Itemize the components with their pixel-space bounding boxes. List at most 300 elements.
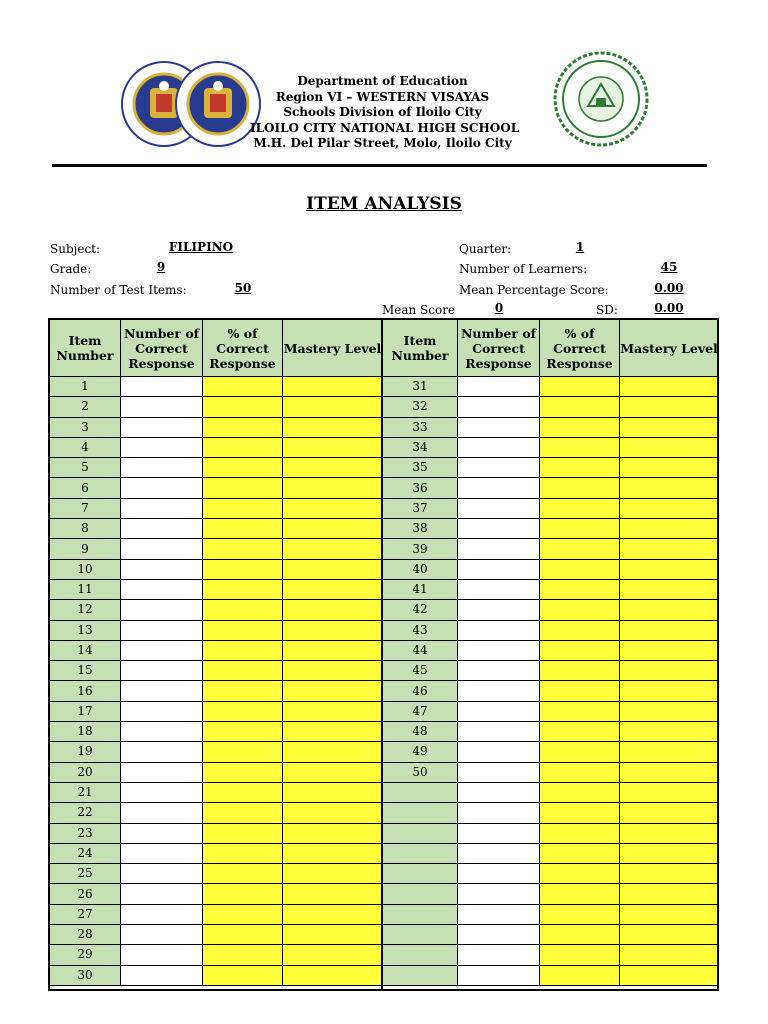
correct-response-cell[interactable] xyxy=(458,681,540,701)
percent-correct-cell[interactable] xyxy=(540,437,620,457)
percent-correct-cell[interactable] xyxy=(203,478,283,498)
mps-value: 0.00 xyxy=(654,281,684,295)
item-number-cell: 32 xyxy=(383,397,458,417)
mastery-level-cell[interactable] xyxy=(620,965,719,985)
percent-correct-cell[interactable] xyxy=(540,701,620,721)
table-row xyxy=(383,417,719,437)
percent-correct-cell[interactable] xyxy=(203,742,283,762)
table-row xyxy=(383,377,719,397)
table-row xyxy=(383,640,719,660)
percent-correct-cell[interactable] xyxy=(540,661,620,681)
mastery-level-cell[interactable] xyxy=(620,701,719,721)
correct-response-cell[interactable] xyxy=(458,762,540,782)
percent-correct-cell[interactable] xyxy=(540,681,620,701)
sd-label: SD: xyxy=(596,303,618,317)
correct-response-cell[interactable] xyxy=(121,782,203,802)
correct-response-cell[interactable] xyxy=(121,701,203,721)
table-row xyxy=(383,600,719,620)
percent-correct-cell[interactable] xyxy=(540,803,620,823)
percent-correct-cell[interactable] xyxy=(540,762,620,782)
mastery-level-cell[interactable] xyxy=(620,843,719,863)
correct-response-cell[interactable] xyxy=(458,559,540,579)
table-row xyxy=(383,539,719,559)
mastery-level-cell[interactable] xyxy=(620,681,719,701)
letterhead-region: Region VI – WESTERN VISAYAS xyxy=(275,89,490,104)
correct-response-cell[interactable] xyxy=(121,620,203,640)
table-row xyxy=(383,803,719,823)
item-number-cell: 15 xyxy=(50,661,121,681)
item-number-cell: 36 xyxy=(383,478,458,498)
correct-response-cell[interactable] xyxy=(458,884,540,904)
correct-response-cell[interactable] xyxy=(121,803,203,823)
correct-response-cell[interactable] xyxy=(121,559,203,579)
percent-correct-cell[interactable] xyxy=(540,782,620,802)
correct-response-cell[interactable] xyxy=(121,458,203,478)
percent-correct-cell[interactable] xyxy=(540,620,620,640)
percent-correct-cell[interactable] xyxy=(540,559,620,579)
school-seal-logo xyxy=(552,50,650,148)
mastery-level-cell[interactable] xyxy=(283,579,383,599)
mastery-level-cell[interactable] xyxy=(283,539,383,559)
correct-response-cell[interactable] xyxy=(458,925,540,945)
percent-correct-cell[interactable] xyxy=(203,498,283,518)
table-row xyxy=(50,559,383,579)
item-number-cell: 40 xyxy=(383,559,458,579)
correct-response-cell[interactable] xyxy=(121,904,203,924)
correct-response-cell[interactable] xyxy=(458,742,540,762)
mps-label: Mean Percentage Score: xyxy=(459,283,609,297)
percent-correct-cell[interactable] xyxy=(540,519,620,539)
table-row xyxy=(50,864,383,884)
item-number-cell: 38 xyxy=(383,519,458,539)
correct-response-cell[interactable] xyxy=(458,437,540,457)
grade-value: 9 xyxy=(156,260,166,274)
item-number-cell: 31 xyxy=(383,377,458,397)
table-row xyxy=(50,620,383,640)
percent-correct-cell[interactable] xyxy=(203,864,283,884)
correct-response-cell[interactable] xyxy=(458,904,540,924)
mastery-level-cell[interactable] xyxy=(620,722,719,742)
percent-correct-cell[interactable] xyxy=(540,600,620,620)
mastery-level-cell[interactable] xyxy=(620,559,719,579)
header-correct-response: Number of Correct Response xyxy=(458,320,540,377)
percent-correct-cell[interactable] xyxy=(203,661,283,681)
percent-correct-cell[interactable] xyxy=(540,884,620,904)
correct-response-cell[interactable] xyxy=(121,864,203,884)
correct-response-cell[interactable] xyxy=(121,823,203,843)
header-correct-response: Number of Correct Response xyxy=(121,320,203,377)
header-mastery-level: Mastery Level xyxy=(283,320,383,377)
item-number-cell: 42 xyxy=(383,600,458,620)
item-number-cell: 13 xyxy=(50,620,121,640)
correct-response-cell[interactable] xyxy=(458,478,540,498)
percent-correct-cell[interactable] xyxy=(540,904,620,924)
table-row xyxy=(50,843,383,863)
correct-response-cell[interactable] xyxy=(458,377,540,397)
letterhead xyxy=(250,74,520,152)
mastery-level-cell[interactable] xyxy=(620,782,719,802)
learners-value: 45 xyxy=(660,260,678,274)
mastery-level-cell[interactable] xyxy=(283,600,383,620)
percent-correct-cell[interactable] xyxy=(203,884,283,904)
percent-correct-cell[interactable] xyxy=(540,925,620,945)
correct-response-cell[interactable] xyxy=(121,742,203,762)
item-number-cell: 17 xyxy=(50,701,121,721)
quarter-label: Quarter: xyxy=(459,242,512,256)
mastery-level-cell[interactable] xyxy=(283,701,383,721)
correct-response-cell[interactable] xyxy=(121,478,203,498)
mastery-level-cell[interactable] xyxy=(283,762,383,782)
table-row xyxy=(383,559,719,579)
correct-response-cell[interactable] xyxy=(121,965,203,985)
mastery-level-cell[interactable] xyxy=(620,925,719,945)
item-number-cell: 44 xyxy=(383,640,458,660)
percent-correct-cell[interactable] xyxy=(540,539,620,559)
percent-correct-cell[interactable] xyxy=(203,803,283,823)
correct-response-cell[interactable] xyxy=(458,498,540,518)
table-row xyxy=(383,965,719,985)
correct-response-cell[interactable] xyxy=(458,458,540,478)
mastery-level-cell[interactable] xyxy=(283,661,383,681)
mastery-level-cell[interactable] xyxy=(620,742,719,762)
mastery-level-cell[interactable] xyxy=(283,377,383,397)
percent-correct-cell[interactable] xyxy=(203,823,283,843)
item-number-cell: 28 xyxy=(50,925,121,945)
mastery-level-cell[interactable] xyxy=(283,904,383,924)
table-row xyxy=(383,478,719,498)
mastery-level-cell[interactable] xyxy=(620,519,719,539)
header-percent-correct: % of Correct Response xyxy=(540,320,620,377)
mastery-level-cell[interactable] xyxy=(283,519,383,539)
percent-correct-cell[interactable] xyxy=(540,722,620,742)
correct-response-cell[interactable] xyxy=(121,722,203,742)
percent-correct-cell[interactable] xyxy=(203,437,283,457)
percent-correct-cell[interactable] xyxy=(203,397,283,417)
percent-correct-cell[interactable] xyxy=(203,417,283,437)
mastery-level-cell[interactable] xyxy=(283,803,383,823)
mastery-level-cell[interactable] xyxy=(283,843,383,863)
mastery-level-cell[interactable] xyxy=(620,579,719,599)
table-row xyxy=(50,600,383,620)
correct-response-cell[interactable] xyxy=(121,762,203,782)
correct-response-cell[interactable] xyxy=(121,661,203,681)
mastery-level-cell[interactable] xyxy=(283,925,383,945)
mastery-level-cell[interactable] xyxy=(620,661,719,681)
correct-response-cell[interactable] xyxy=(121,397,203,417)
percent-correct-cell[interactable] xyxy=(203,782,283,802)
mastery-level-cell[interactable] xyxy=(620,600,719,620)
percent-correct-cell[interactable] xyxy=(540,742,620,762)
mastery-level-cell[interactable] xyxy=(620,864,719,884)
percent-correct-cell[interactable] xyxy=(203,377,283,397)
item-number-cell: 46 xyxy=(383,681,458,701)
item-number-cell: 47 xyxy=(383,701,458,721)
item-number-cell: 1 xyxy=(50,377,121,397)
table-row xyxy=(383,762,719,782)
table-row xyxy=(50,498,383,518)
correct-response-cell[interactable] xyxy=(458,782,540,802)
table-row xyxy=(383,437,719,457)
table-row xyxy=(383,904,719,924)
correct-response-cell[interactable] xyxy=(121,884,203,904)
table-row xyxy=(383,742,719,762)
mastery-level-cell[interactable] xyxy=(283,559,383,579)
item-number-cell: 6 xyxy=(50,478,121,498)
correct-response-cell[interactable] xyxy=(121,600,203,620)
item-number-cell: 12 xyxy=(50,600,121,620)
table-row xyxy=(50,640,383,660)
percent-correct-cell[interactable] xyxy=(540,823,620,843)
mean-score-label: Mean Score xyxy=(382,303,456,317)
percent-correct-cell[interactable] xyxy=(203,539,283,559)
correct-response-cell[interactable] xyxy=(458,397,540,417)
percent-correct-cell[interactable] xyxy=(203,519,283,539)
sd-value: 0.00 xyxy=(654,301,684,315)
item-number-cell xyxy=(383,945,458,965)
percent-correct-cell[interactable] xyxy=(540,843,620,863)
mastery-level-cell[interactable] xyxy=(620,620,719,640)
item-number-cell: 37 xyxy=(383,498,458,518)
percent-correct-cell[interactable] xyxy=(203,559,283,579)
correct-response-cell[interactable] xyxy=(121,579,203,599)
percent-correct-cell[interactable] xyxy=(540,377,620,397)
percent-correct-cell[interactable] xyxy=(540,498,620,518)
percent-correct-cell[interactable] xyxy=(203,762,283,782)
mastery-level-cell[interactable] xyxy=(620,417,719,437)
mastery-level-cell[interactable] xyxy=(283,782,383,802)
mastery-level-cell[interactable] xyxy=(620,945,719,965)
correct-response-cell[interactable] xyxy=(458,620,540,640)
table-row xyxy=(383,722,719,742)
correct-response-cell[interactable] xyxy=(458,803,540,823)
mean-score-value: 0 xyxy=(494,301,504,315)
mastery-level-cell[interactable] xyxy=(620,884,719,904)
correct-response-cell[interactable] xyxy=(458,519,540,539)
correct-response-cell[interactable] xyxy=(458,722,540,742)
table-row xyxy=(50,661,383,681)
mastery-level-cell[interactable] xyxy=(620,437,719,457)
mastery-level-cell[interactable] xyxy=(620,823,719,843)
item-number-cell: 29 xyxy=(50,945,121,965)
mastery-level-cell[interactable] xyxy=(283,437,383,457)
mastery-level-cell[interactable] xyxy=(620,458,719,478)
mastery-level-cell[interactable] xyxy=(283,681,383,701)
correct-response-cell[interactable] xyxy=(458,843,540,863)
correct-response-cell[interactable] xyxy=(121,498,203,518)
mastery-level-cell[interactable] xyxy=(620,397,719,417)
table-row xyxy=(50,722,383,742)
table-row xyxy=(50,478,383,498)
table-row xyxy=(383,681,719,701)
table-row xyxy=(50,579,383,599)
table-row xyxy=(50,397,383,417)
mastery-level-cell[interactable] xyxy=(283,965,383,985)
table-row xyxy=(383,701,719,721)
percent-correct-cell[interactable] xyxy=(203,904,283,924)
mastery-level-cell[interactable] xyxy=(283,722,383,742)
item-number-cell: 9 xyxy=(50,539,121,559)
item-number-cell: 14 xyxy=(50,640,121,660)
table-row xyxy=(383,579,719,599)
mastery-level-cell[interactable] xyxy=(283,620,383,640)
percent-correct-cell[interactable] xyxy=(540,640,620,660)
percent-correct-cell[interactable] xyxy=(203,640,283,660)
correct-response-cell[interactable] xyxy=(458,661,540,681)
percent-correct-cell[interactable] xyxy=(203,701,283,721)
item-number-cell: 3 xyxy=(50,417,121,437)
subject-value: FILIPINO xyxy=(168,240,234,254)
correct-response-cell[interactable] xyxy=(458,539,540,559)
correct-response-cell[interactable] xyxy=(458,823,540,843)
table-row xyxy=(50,782,383,802)
correct-response-cell[interactable] xyxy=(121,519,203,539)
mastery-level-cell[interactable] xyxy=(283,945,383,965)
table-row xyxy=(50,458,383,478)
correct-response-cell[interactable] xyxy=(121,843,203,863)
item-number-cell: 5 xyxy=(50,458,121,478)
mastery-level-cell[interactable] xyxy=(620,640,719,660)
table-row xyxy=(383,458,719,478)
percent-correct-cell[interactable] xyxy=(203,620,283,640)
header-divider xyxy=(52,164,707,167)
correct-response-cell[interactable] xyxy=(121,945,203,965)
percent-correct-cell[interactable] xyxy=(203,458,283,478)
percent-correct-cell[interactable] xyxy=(540,397,620,417)
percent-correct-cell[interactable] xyxy=(203,843,283,863)
mastery-level-cell[interactable] xyxy=(283,458,383,478)
mastery-level-cell[interactable] xyxy=(283,417,383,437)
mastery-level-cell[interactable] xyxy=(283,397,383,417)
table-row xyxy=(383,864,719,884)
letterhead-department: Department of Education xyxy=(297,74,468,88)
correct-response-cell[interactable] xyxy=(121,377,203,397)
table-row xyxy=(50,742,383,762)
table-row xyxy=(383,884,719,904)
mastery-level-cell[interactable] xyxy=(620,498,719,518)
table-row xyxy=(50,925,383,945)
mastery-level-cell[interactable] xyxy=(283,823,383,843)
item-number-cell: 19 xyxy=(50,742,121,762)
item-number-cell: 30 xyxy=(50,965,121,985)
item-number-cell: 22 xyxy=(50,803,121,823)
deped-seal-logo xyxy=(118,58,266,150)
percent-correct-cell[interactable] xyxy=(203,722,283,742)
item-number-cell xyxy=(383,925,458,945)
percent-correct-cell[interactable] xyxy=(540,579,620,599)
mastery-level-cell[interactable] xyxy=(620,539,719,559)
mastery-level-cell[interactable] xyxy=(620,762,719,782)
mastery-level-cell[interactable] xyxy=(283,884,383,904)
item-number-cell xyxy=(383,904,458,924)
correct-response-cell[interactable] xyxy=(458,945,540,965)
table-row xyxy=(383,397,719,417)
table-row xyxy=(383,945,719,965)
percent-correct-cell[interactable] xyxy=(203,579,283,599)
table-row xyxy=(50,701,383,721)
table-row xyxy=(383,782,719,802)
percent-correct-cell[interactable] xyxy=(540,417,620,437)
correct-response-cell[interactable] xyxy=(458,640,540,660)
mastery-level-cell[interactable] xyxy=(283,478,383,498)
correct-response-cell[interactable] xyxy=(458,417,540,437)
letterhead-address: M.H. Del Pilar Street, Molo, Iloilo City xyxy=(253,136,512,150)
item-number-cell: 10 xyxy=(50,559,121,579)
header-percent-correct: % of Correct Response xyxy=(203,320,283,377)
table-row xyxy=(383,843,719,863)
item-number-cell: 11 xyxy=(50,579,121,599)
table-row xyxy=(383,498,719,518)
correct-response-cell[interactable] xyxy=(121,640,203,660)
correct-response-cell[interactable] xyxy=(458,579,540,599)
mastery-level-cell[interactable] xyxy=(620,377,719,397)
header-item-number: Item Number xyxy=(383,320,458,377)
percent-correct-cell[interactable] xyxy=(203,945,283,965)
mastery-level-cell[interactable] xyxy=(620,478,719,498)
header-item-number: Item Number xyxy=(50,320,121,377)
item-number-cell: 33 xyxy=(383,417,458,437)
percent-correct-cell[interactable] xyxy=(203,925,283,945)
item-number-cell: 50 xyxy=(383,762,458,782)
subject-label: Subject: xyxy=(50,242,101,256)
item-number-cell: 7 xyxy=(50,498,121,518)
letterhead-division: Schools Division of Iloilo City xyxy=(283,105,482,119)
percent-correct-cell[interactable] xyxy=(540,458,620,478)
mastery-level-cell[interactable] xyxy=(283,864,383,884)
item-number-cell xyxy=(383,884,458,904)
item-number-cell xyxy=(383,782,458,802)
percent-correct-cell[interactable] xyxy=(203,600,283,620)
item-number-cell: 45 xyxy=(383,661,458,681)
percent-correct-cell[interactable] xyxy=(540,945,620,965)
correct-response-cell[interactable] xyxy=(121,539,203,559)
item-number-cell: 41 xyxy=(383,579,458,599)
mastery-level-cell[interactable] xyxy=(620,904,719,924)
mastery-level-cell[interactable] xyxy=(620,803,719,823)
table-row xyxy=(50,377,383,397)
item-number-cell xyxy=(383,803,458,823)
page-title: ITEM ANALYSIS xyxy=(306,194,462,214)
percent-correct-cell[interactable] xyxy=(540,478,620,498)
correct-response-cell[interactable] xyxy=(121,925,203,945)
percent-correct-cell[interactable] xyxy=(203,965,283,985)
table-row xyxy=(50,539,383,559)
mastery-level-cell[interactable] xyxy=(283,498,383,518)
table-row xyxy=(50,681,383,701)
correct-response-cell[interactable] xyxy=(121,437,203,457)
percent-correct-cell[interactable] xyxy=(540,864,620,884)
mastery-level-cell[interactable] xyxy=(283,742,383,762)
table-row xyxy=(383,661,719,681)
item-number-cell: 4 xyxy=(50,437,121,457)
correct-response-cell[interactable] xyxy=(458,600,540,620)
correct-response-cell[interactable] xyxy=(458,965,540,985)
item-number-cell: 23 xyxy=(50,823,121,843)
item-number-cell: 27 xyxy=(50,904,121,924)
test-items-value: 50 xyxy=(234,281,252,295)
mastery-level-cell[interactable] xyxy=(283,640,383,660)
item-number-cell xyxy=(383,843,458,863)
item-number-cell: 8 xyxy=(50,519,121,539)
item-number-cell xyxy=(383,823,458,843)
correct-response-cell[interactable] xyxy=(458,701,540,721)
percent-correct-cell[interactable] xyxy=(203,681,283,701)
correct-response-cell[interactable] xyxy=(458,864,540,884)
correct-response-cell[interactable] xyxy=(121,681,203,701)
header-mastery-level: Mastery Level xyxy=(620,320,719,377)
correct-response-cell[interactable] xyxy=(121,417,203,437)
table-row xyxy=(383,620,719,640)
percent-correct-cell[interactable] xyxy=(540,965,620,985)
